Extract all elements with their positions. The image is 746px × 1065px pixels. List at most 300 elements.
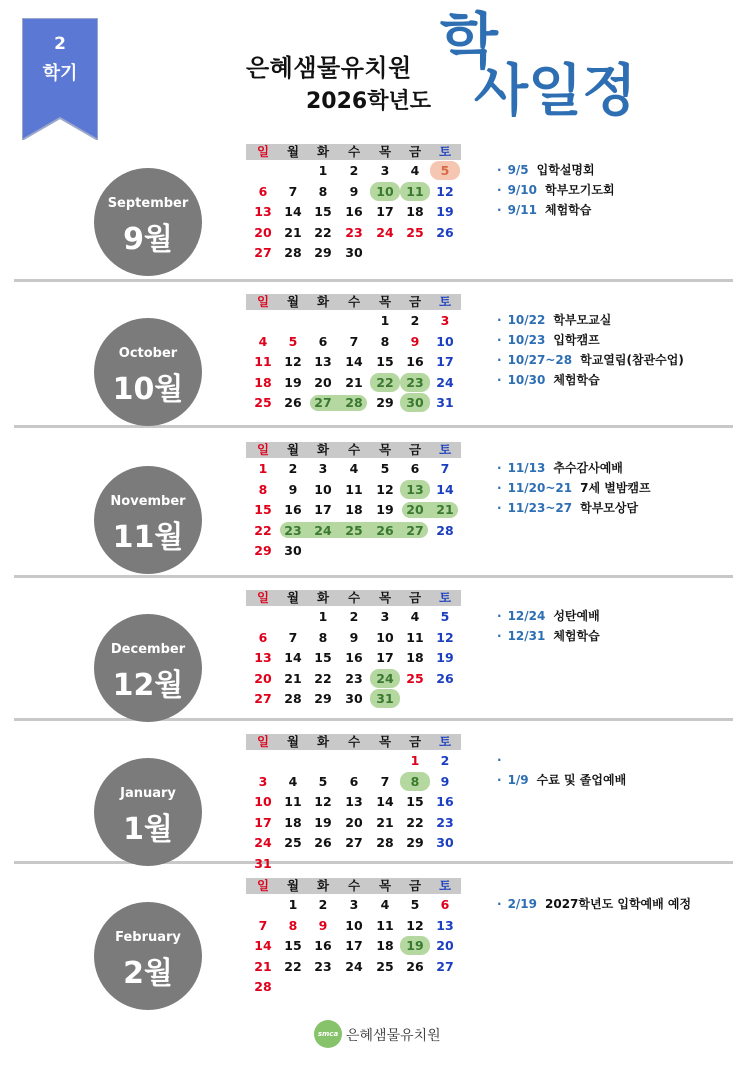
calendar-day: 27 [345,835,363,850]
weekday-label: 월 [286,294,300,309]
calendar-day: 5 [318,773,328,789]
weekday-label: 화 [316,294,330,309]
weekday-label: 일 [256,442,270,457]
event-item [497,751,516,769]
calendar-day: 25 [254,395,272,410]
event-item [497,331,600,349]
calendar-day: 11 [284,794,302,809]
calendar-day: 19 [436,204,454,219]
calendar-day: 23 [436,814,454,830]
weekday-label: 월 [286,590,300,605]
calendar-day: 21 [345,374,363,390]
calendar-day: 27 [254,245,272,260]
calendar-day: 6 [258,629,268,645]
calendar-day: 3 [258,773,268,789]
calendar-day: 12 [284,354,302,369]
school-year: 2026학년도 [306,89,431,114]
event-item [497,459,623,477]
calendar-day: 20 [254,224,272,240]
calendar-day: 28 [436,522,454,538]
calendar-day: 19 [400,936,430,955]
weekday-label: 금 [408,878,422,893]
calendar-day: 22 [254,522,272,538]
weekday-label: 수 [347,144,361,159]
calendar-day: 2 [349,609,359,624]
section-divider [14,861,733,864]
month-english: February [115,930,181,945]
calendar-day: 30 [436,835,454,850]
calendar-day: 24 [254,835,272,850]
calendar-day: 13 [345,794,363,809]
calendar-day: 1 [410,753,420,768]
calendar-day: 24 [436,374,454,390]
weekday-label: 목 [378,590,392,605]
calendar-day: 23 [314,958,332,974]
calendar-day: 29 [376,395,394,410]
weekday-label: 화 [316,144,330,159]
calendar-day: 24 [370,669,400,688]
calendar-day: 27 [254,691,272,706]
calendar-day: 24 [345,958,363,974]
month-badge [94,758,202,866]
calendar-day: 8 [258,481,268,497]
event-text: 학교열림(참관수업) [580,353,684,367]
calendar-day: 31 [370,689,400,708]
calendar-day: 8 [380,333,390,349]
event-date: 2/19 [507,897,537,911]
weekday-label: 일 [256,734,270,749]
calendar-day: 20 [314,374,332,390]
calendar-day: 2 [349,163,359,178]
section-divider [14,279,733,282]
weekday-label: 일 [256,590,270,605]
calendar-day: 1 [258,461,268,476]
calendar-day: 5 [380,461,390,476]
event-item [497,479,651,497]
event-text: 체험학습 [553,629,600,643]
calendar-day: 17 [436,354,454,369]
weekday-header [246,878,461,894]
footer-school-name: 은혜샘물유치원 [346,1028,441,1044]
calendar-day: 26 [376,522,394,538]
calendar-day: 8 [400,772,430,791]
semester-ribbon [22,18,98,140]
calendar-day: 22 [406,814,424,830]
calendar-day: 10 [436,333,454,349]
calendar-day: 16 [406,354,424,369]
calendar-day: 14 [284,650,302,665]
calendar-day: 28 [254,979,272,994]
event-text: 체험학습 [553,373,600,387]
calendar-day: 23 [345,670,363,686]
calendar-day: 4 [410,163,420,178]
calendar-day: 6 [410,461,420,476]
calendar-day: 12 [314,794,332,809]
calendar-day: 25 [376,958,394,974]
event-text: 7세 별밤캠프 [580,481,651,495]
event-item [497,351,684,369]
calendar-day: 11 [406,629,424,645]
calendar-day: 7 [258,917,268,933]
weekday-label: 금 [408,590,422,605]
month-badge [94,614,202,722]
event-item [497,201,591,219]
event-date: 12/24 [507,609,546,623]
calendar-day: 1 [318,163,328,178]
calendar-day: 5 [288,333,298,349]
calendar-day: 17 [254,814,272,830]
calendar-day: 7 [349,333,359,349]
calendar-day: 9 [288,481,298,497]
weekday-label: 일 [256,878,270,893]
calendar-day: 23 [400,373,430,392]
calendar-day: 4 [258,333,268,349]
calendar-day: 7 [440,461,450,476]
calendar-day: 24 [314,522,332,538]
calendar-day: 18 [376,938,394,953]
event-text: 성탄예배 [553,609,600,623]
calendar-day: 28 [376,835,394,850]
weekday-label: 수 [347,878,361,893]
calendar-day: 4 [349,461,359,476]
event-date: 10/22 [507,313,546,327]
event-text: 학부모교실 [553,313,612,327]
event-date: 10/30 [507,373,546,387]
calendar-day: 24 [376,224,394,240]
calendar-day: 19 [436,650,454,665]
bullet-icon: · [497,163,502,177]
calendar-day: 7 [288,629,298,645]
calendar-day: 20 [254,670,272,686]
calendar-day: 4 [380,897,390,912]
weekday-label: 금 [408,294,422,309]
calendar-day: 26 [314,835,332,850]
weekday-label: 토 [438,878,452,893]
calendar-day: 9 [318,917,328,933]
calendar-day: 27 [436,958,454,974]
month-badge [94,902,202,1010]
weekday-label: 토 [438,442,452,457]
event-date: 10/23 [507,333,546,347]
weekday-label: 월 [286,734,300,749]
weekday-label: 목 [378,294,392,309]
calendar-day: 3 [380,609,390,624]
calendar-day: 16 [314,938,332,953]
event-date: 11/20~21 [507,481,573,495]
calendar-day: 11 [254,354,272,369]
month-korean: 12월 [112,668,184,703]
calendar-day: 1 [288,897,298,912]
calendar-day: 12 [376,481,394,497]
calendar-day: 25 [406,670,424,686]
bullet-icon: · [497,461,502,475]
weekday-label: 수 [347,442,361,457]
calendar-day: 25 [406,224,424,240]
weekday-label: 금 [408,442,422,457]
calendar-day: 1 [380,313,390,328]
bullet-icon: · [497,481,502,495]
calendar-day: 5 [410,897,420,912]
calendar-day: 26 [436,224,454,240]
calendar-day: 29 [314,245,332,260]
weekday-label: 화 [316,442,330,457]
section-divider [14,718,733,721]
bullet-icon: · [497,773,502,787]
event-date: 11/13 [507,461,546,475]
calendar-day: 15 [314,204,332,219]
calendar-day: 29 [406,835,424,850]
event-text: 수료 및 졸업예배 [536,773,627,787]
event-text: 학부모상담 [580,501,639,515]
calendar-day: 17 [314,502,332,517]
event-item [497,161,595,179]
calendar-day: 3 [318,461,328,476]
month-korean: 10월 [112,372,184,407]
calendar-day: 3 [349,897,359,912]
calendar-day: 30 [284,543,302,558]
bullet-icon: · [497,373,502,387]
weekday-label: 토 [438,734,452,749]
bullet-icon: · [497,897,502,911]
weekday-label: 월 [286,144,300,159]
calendar-day: 29 [254,543,272,558]
event-item [497,499,638,517]
bullet-icon: · [497,183,502,197]
calendar-day: 25 [345,522,363,538]
event-item [497,895,691,913]
event-date: 9/11 [507,203,537,217]
calendar-day: 17 [376,204,394,219]
calendar-day: 23 [345,224,363,240]
calendar-day: 19 [376,502,394,517]
calendar-day: 6 [349,773,359,789]
month-english: November [110,494,186,509]
weekday-label: 목 [378,144,392,159]
weekday-header [246,590,461,606]
calendar-day: 30 [345,691,363,706]
calendar-day: 14 [345,354,363,369]
bullet-icon: · [497,313,502,327]
bullet-icon: · [497,609,502,623]
calendar-day: 17 [376,650,394,665]
event-item [497,607,600,625]
event-item [497,771,626,789]
calendar-day: 15 [284,938,302,953]
calendar-day: 30 [400,393,430,412]
calendar-day: 28 [284,691,302,706]
event-date: 9/10 [507,183,537,197]
calendar-day: 16 [345,650,363,665]
calendar-day: 16 [284,502,302,517]
month-korean: 2월 [123,956,173,991]
calendar-day: 22 [314,670,332,686]
bullet-icon: · [497,629,502,643]
title-hak: 학 [440,7,498,77]
calendar-day: 14 [284,204,302,219]
calendar-day: 26 [284,395,302,410]
weekday-label: 일 [256,294,270,309]
calendar-day: 19 [314,814,332,830]
calendar-day: 6 [258,183,268,199]
weekday-label: 금 [408,144,422,159]
calendar-day: 5 [440,609,450,624]
calendar-day: 14 [254,938,272,953]
calendar-day: 13 [436,917,454,933]
calendar-day: 12 [406,917,424,933]
calendar-day: 6 [318,333,328,349]
calendar-day: 21 [284,670,302,686]
calendar-day: 11 [345,481,363,497]
calendar-day: 23 [284,522,302,538]
title-rest: 사일정 [474,59,637,124]
school-name: 은혜샘물유치원 [246,54,412,82]
calendar-day: 7 [380,773,390,789]
event-text: 체험학습 [545,203,592,217]
weekday-label: 월 [286,878,300,893]
calendar-day: 15 [376,354,394,369]
section-divider [14,575,733,578]
ribbon-label: 학기 [42,63,78,84]
calendar-day: 9 [349,183,359,199]
weekday-label: 월 [286,442,300,457]
calendar-day: 21 [254,958,272,974]
month-korean: 1월 [123,812,173,847]
calendar-day: 2 [440,753,450,768]
calendar-day: 11 [400,182,430,201]
calendar-day: 27 [314,395,332,410]
calendar-day: 18 [284,814,302,830]
calendar-day: 8 [318,183,328,199]
calendar-day: 10 [376,629,394,645]
weekday-label: 목 [378,878,392,893]
calendar-day: 12 [436,183,454,199]
calendar-day: 2 [318,897,328,912]
calendar-day: 25 [284,835,302,850]
calendar-day: 18 [406,204,424,219]
calendar-day: 3 [380,163,390,178]
calendar-day: 27 [406,522,424,538]
calendar-day: 13 [400,480,430,499]
calendar-day: 16 [345,204,363,219]
bullet-icon: · [497,753,502,767]
weekday-label: 토 [438,590,452,605]
calendar-day: 2 [410,313,420,328]
calendar-day: 19 [284,374,302,390]
month-badge [94,466,202,574]
weekday-label: 화 [316,734,330,749]
month-english: September [107,196,189,211]
calendar-day: 4 [288,773,298,789]
calendar-day: 20 [436,938,454,953]
calendar-day: 10 [370,182,400,201]
event-date: 11/23~27 [507,501,573,515]
bullet-icon: · [497,501,502,515]
month-english: January [120,786,176,801]
calendar-day: 26 [406,958,424,974]
calendar-day: 22 [284,958,302,974]
calendar-day: 2 [288,461,298,476]
calendar-day: 13 [254,650,272,665]
calendar-day: 28 [284,245,302,260]
calendar-day: 21 [436,502,454,517]
weekday-label: 토 [438,294,452,309]
month-english: October [118,346,178,361]
month-badge [94,318,202,426]
weekday-label: 화 [316,878,330,893]
event-date: 10/27~28 [507,353,573,367]
calendar-day: 5 [430,161,460,180]
calendar-day: 10 [345,917,363,933]
calendar-day: 26 [436,670,454,686]
calendar-day: 29 [314,691,332,706]
weekday-label: 목 [378,442,392,457]
calendar-day: 13 [254,204,272,219]
footer-logo: smca [314,1020,342,1048]
weekday-label: 화 [316,590,330,605]
event-text: 입학설명회 [536,163,595,177]
calendar-day: 8 [318,629,328,645]
calendar-day: 9 [440,773,450,789]
weekday-label: 토 [438,144,452,159]
event-item [497,311,611,329]
calendar-day: 17 [345,938,363,953]
calendar-day: 20 [345,814,363,830]
calendar-day: 22 [314,224,332,240]
weekday-label: 일 [256,144,270,159]
weekday-header [246,734,461,750]
calendar-day: 31 [254,855,272,871]
weekday-label: 수 [347,590,361,605]
bullet-icon: · [497,203,502,217]
weekday-header [246,442,461,458]
calendar-day: 10 [254,794,272,809]
event-date: 12/31 [507,629,546,643]
event-text: 입학캠프 [553,333,600,347]
calendar-day: 13 [314,354,332,369]
calendar-day: 31 [436,395,454,410]
month-korean: 9월 [123,222,173,257]
event-text: 추수감사예배 [553,461,623,475]
bullet-icon: · [497,333,502,347]
calendar-day: 20 [406,502,424,517]
calendar-day: 4 [410,609,420,624]
calendar-day: 8 [288,917,298,933]
month-korean: 11월 [112,520,184,555]
calendar-day: 21 [284,224,302,240]
weekday-label: 수 [347,294,361,309]
calendar-day: 10 [314,481,332,497]
calendar-day: 15 [406,794,424,809]
calendar-day: 18 [345,502,363,517]
event-date: 1/9 [507,773,529,787]
calendar-day: 1 [318,609,328,624]
event-item [497,627,600,645]
calendar-day: 12 [436,629,454,645]
calendar-day: 28 [345,395,363,410]
weekday-label: 금 [408,734,422,749]
calendar-day: 9 [349,629,359,645]
calendar-day: 14 [376,794,394,809]
calendar-day: 6 [440,897,450,912]
weekday-header [246,144,461,160]
ribbon-number: 2 [54,34,66,54]
calendar-day: 11 [376,917,394,933]
month-english: December [110,642,186,657]
calendar-day: 30 [345,245,363,260]
weekday-header [246,294,461,310]
calendar-day: 18 [254,374,272,390]
weekday-label: 목 [378,734,392,749]
